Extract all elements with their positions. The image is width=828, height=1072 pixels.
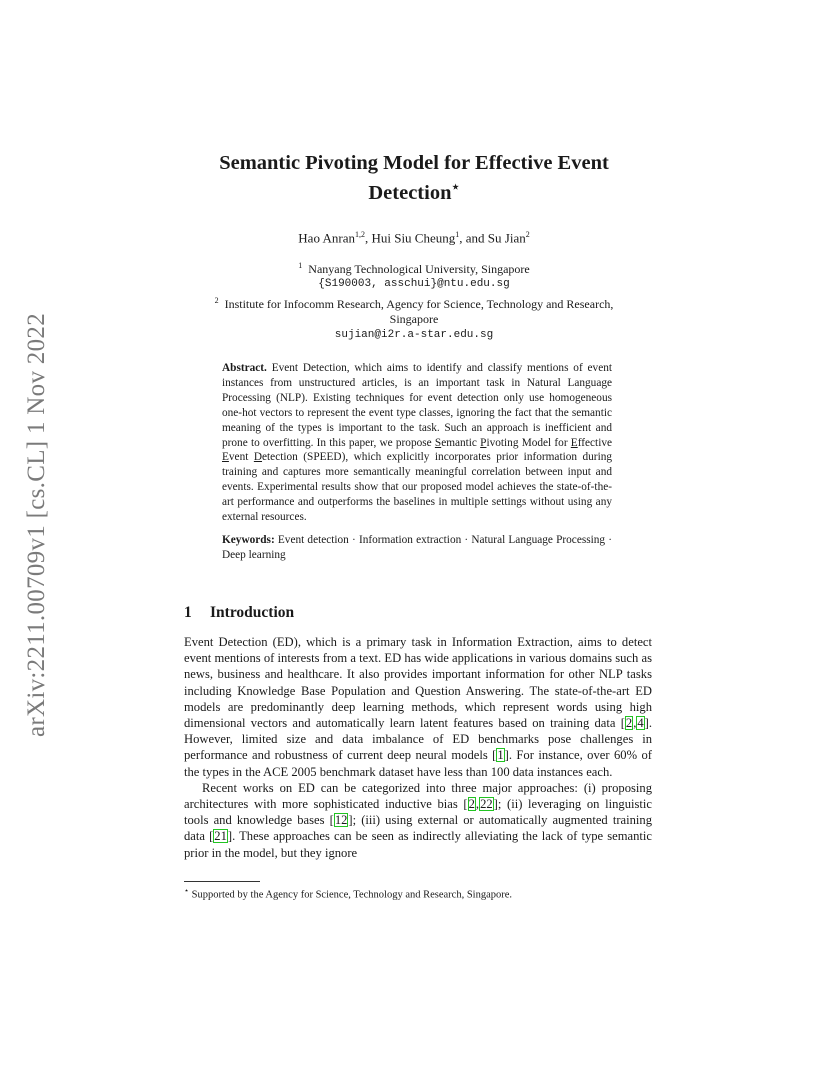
author-affiliation-index: 1,2 [354,230,365,239]
body-text: , [633,716,637,731]
citation-link[interactable]: 22 [480,797,493,812]
body-text: ]. For instance, over 60% of the types in the ACE 2005 benchmark dataset have less than 100 data instances each. [184,748,652,779]
affiliation-index: 1 [298,261,303,270]
acronym-letter: E [570,436,578,449]
body-text: ]; (iii) using external or automatically augmented training data [ [184,813,652,844]
paragraph [184,634,652,780]
abstract-paragraph [222,361,612,525]
affiliation-1-email: {S190003, asschui}@ntu.edu.sg [318,278,510,291]
citation-link[interactable]: 2 [625,716,633,731]
author-name: Hui Siu Cheung [371,230,456,246]
introduction-body [184,634,652,861]
affiliation-2-email: sujian@i2r.a-star.edu.sg [334,328,494,341]
footnote-rule [184,881,260,882]
acronym-letter: P [480,436,487,449]
abstract-text: ivoting Model for [486,436,571,449]
keywords-label: Keywords: [222,533,275,546]
author-separator: , [364,230,372,246]
abstract-text: ffective [577,436,612,449]
footnote-mark: ⋆ [184,886,190,895]
keywords [222,533,612,563]
citation-link[interactable]: 1 [497,748,504,763]
title-footnote-mark: ⋆ [451,179,460,194]
affiliation-2-line-2: Singapore [389,312,439,327]
affiliation-text: Institute for Infocomm Research, Agency for Science, Technology and Research, [224,296,614,311]
abstract-text: emantic [441,436,481,449]
keywords-text: Event detection · Information extraction · Natural Language Processing · Deep learning [222,533,612,561]
author-name: Su Jian [487,230,526,246]
affiliation-text: Nanyang Technological University, Singapore [308,262,530,276]
footnote [184,886,512,901]
arxiv-identifier [20,290,54,760]
acronym-letter: S [434,436,442,449]
body-text: Recent works on ED can be categorized into three major approaches: (i) proposing architectures with more sophisticated inductive bias [ [184,780,652,812]
abstract [222,361,612,563]
affiliation-1 [180,258,648,277]
title-line-1: Semantic Pivoting Model for Effective Event [219,152,609,174]
body-text: ]. These approaches can be seen as indirectly alleviating the lack of type semantic prior in the model, but they ignore [184,829,652,860]
body-text: ]; (ii) leveraging on linguistic tools and knowledge bases [ [184,797,652,828]
affiliation-2 [180,293,648,312]
body-text: ]. However, limited size and data imbalance of ED benchmarks pose challenges in performance and robustness of current deep neural models [ [184,716,652,763]
affiliation-index: 2 [214,295,219,305]
body-text: Event Detection (ED), which is a primary task in Information Extraction, aims to detect event mentions of interests from a text. ED has wide applications in various domains such as news, business and healthcare. It also provides important information for other NLP tasks including Knowledge Base Population and Question Answering. The state-of-the-art ED models are predominantly deep learning methods, which represent words using high dimensional vectors and automatically learn latent features based on training data [ [184,635,652,731]
author-list [150,230,678,246]
abstract-label: Abstract. [222,362,267,374]
author-affiliation-index: 2 [525,230,530,239]
author-affiliation-index: 1 [455,230,460,239]
citation-link[interactable]: 12 [334,813,348,828]
abstract-text: etection [262,451,298,464]
affiliations [180,258,648,343]
arxiv-identifier-text: arXiv:2211.00709v1 [cs.CL] 1 Nov 2022 [23,312,50,738]
citation-link[interactable]: 4 [637,716,644,731]
author-name: Hao Anran [298,230,355,246]
body-text: , [475,797,480,812]
acronym-letter: D [253,451,263,464]
abstract-text: (SPEED), which explicitly incorporates prior information during training and captures more semantically meaningful correlation between input and events. Experimental results show that our proposed model achieves the state-of-the-art performance and outperforms the baselines in multiple settings without using any external resources. [222,451,612,524]
abstract-text: Event Detection, which aims to identify and classify mentions of event instances from unstructured articles, is an important task in Natural Language Processing (NLP). Existing techniques for event detection only use homogeneous one-hot vectors to represent the event type classes, ignoring the fact that the semantic meaning of the types is important to the task. Such an approach is inefficient and prone to overfitting. In this paper, we propose [222,362,613,449]
citation-link[interactable]: 21 [214,829,227,844]
author-separator: , and [459,230,488,246]
paragraph [184,780,652,861]
section-number: 1 [184,604,192,621]
abstract-text: vent [228,451,254,464]
citation-link[interactable]: 2 [468,797,475,812]
paper-title [150,151,678,205]
title-line-2: Detection [368,181,452,204]
section-title-text: Introduction [210,604,295,621]
footnote-text: Supported by the Agency for Science, Technology and Research, Singapore. [189,889,513,901]
acronym-letter: E [222,451,229,464]
section-heading [184,604,294,622]
